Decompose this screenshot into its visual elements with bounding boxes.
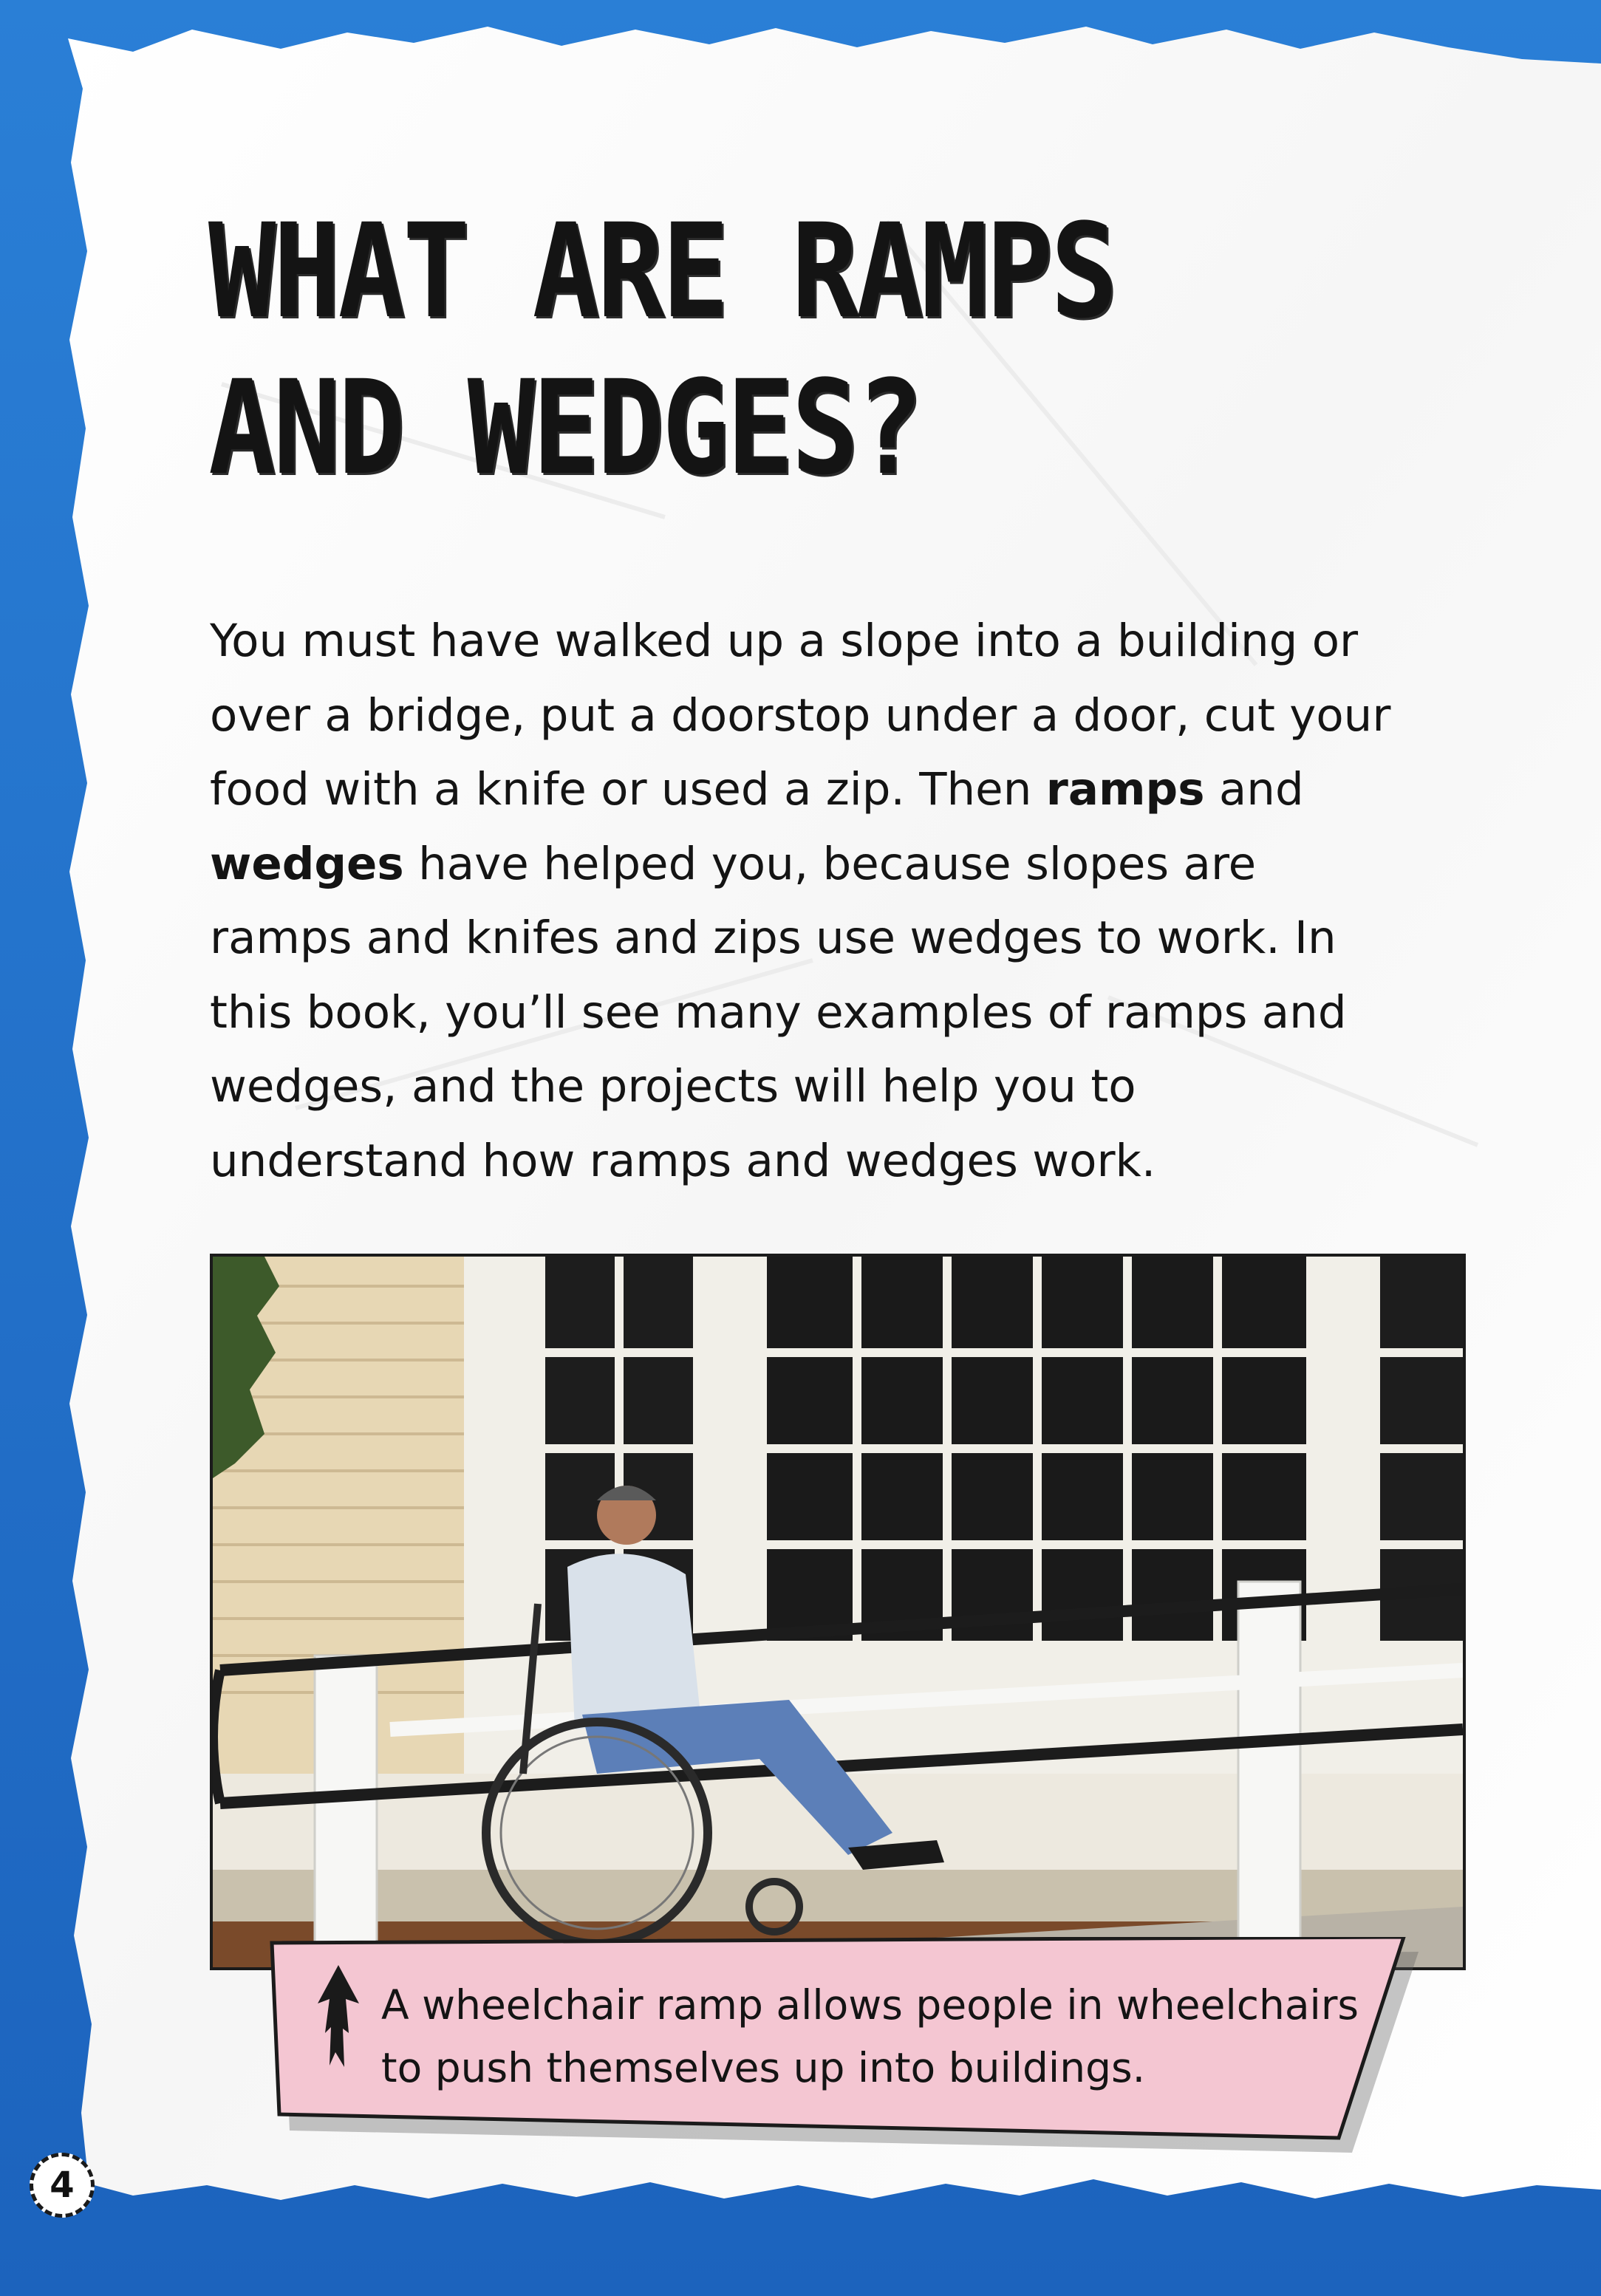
body-text-segment-2: and xyxy=(1204,763,1304,816)
bold-term-ramps: ramps xyxy=(1045,763,1205,816)
body-paragraph xyxy=(210,604,1407,1198)
page-number: 4 xyxy=(30,2153,95,2218)
title-line-1: WHAT ARE RAMPS xyxy=(208,196,1116,347)
body-text-segment-3: have helped you, because slopes are ramps and knifes and zips use wedges to work. In this book, you’ll see many examples of ramps and wedges, and the projects will help you to understand how ramps and wedges work. xyxy=(210,837,1347,1187)
photo-illustration xyxy=(213,1257,1463,1967)
title-line-2: AND WEDGES? xyxy=(208,352,921,504)
page-title xyxy=(208,194,1225,507)
arrow-up-icon xyxy=(316,1965,361,2068)
body-text-segment-1: You must have walked up a slope into a building or over a bridge, put a doorstop under a door, cut your food with a knife or used a zip. Then xyxy=(210,615,1391,816)
bold-term-wedges: wedges xyxy=(210,837,404,890)
wheelchair-ramp-photo xyxy=(210,1254,1466,1970)
caption-text: A wheelchair ramp allows people in wheelchairs to push themselves up into buildings. xyxy=(381,1981,1359,2091)
